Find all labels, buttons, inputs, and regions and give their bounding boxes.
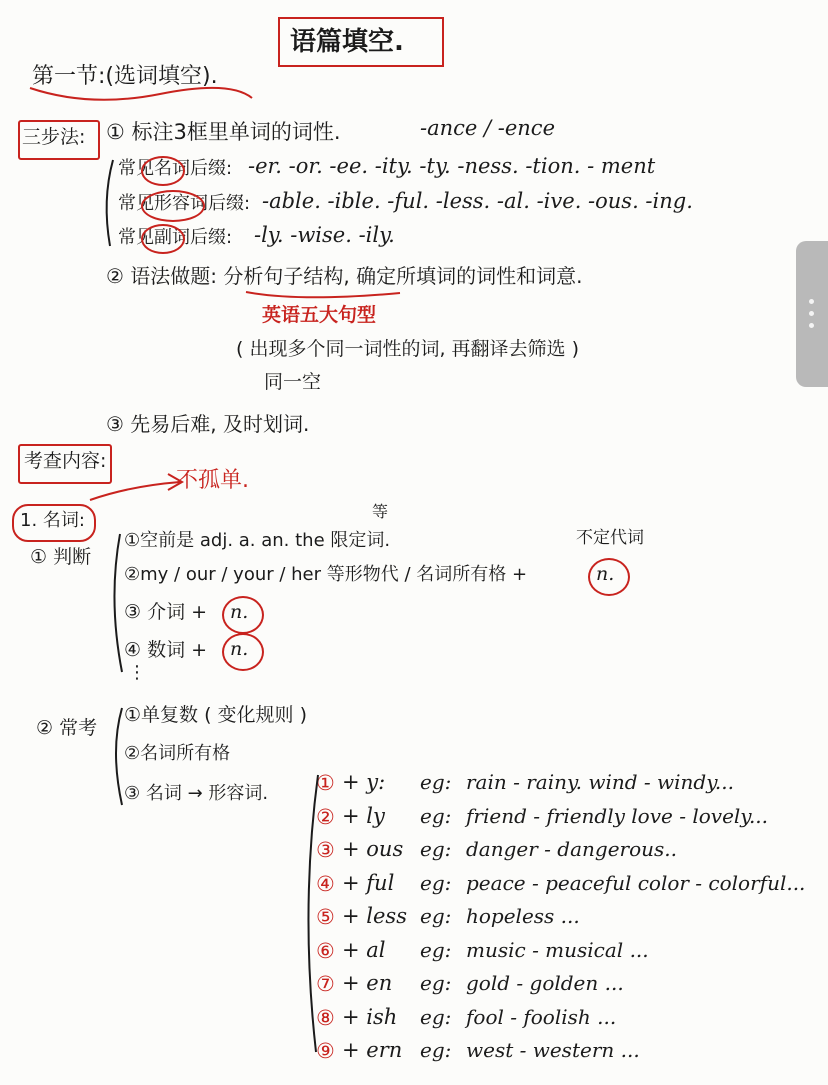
adj-form-eg: eg:: [420, 770, 452, 794]
adj-form-eg: eg:: [420, 904, 452, 928]
adj-form-suffix: + ly: [342, 804, 385, 828]
section-underline: [30, 88, 252, 100]
adj-form-number: ①: [316, 771, 335, 795]
adj-form-number: ⑧: [316, 1006, 335, 1030]
common-brace: [116, 708, 122, 805]
adj-brace: [308, 775, 318, 1052]
adj-form-suffix: + ish: [342, 1005, 398, 1029]
adj-suffix-label: 常见形容词后缀:: [118, 193, 251, 214]
adj-form-suffix: + ful: [342, 871, 395, 895]
five-sentence-patterns: 英语五大句型: [262, 304, 377, 326]
adj-form-eg: eg:: [420, 971, 452, 995]
adj-form-example: music - musical ...: [466, 938, 649, 962]
noun-suffix-label: 常见名词后缀:: [118, 158, 233, 179]
content-label: 考查内容:: [24, 450, 107, 472]
adj-form-suffix: + less: [342, 904, 407, 928]
adj-form-number: ⑤: [316, 905, 335, 929]
suffix-brace: [107, 160, 113, 246]
adj-form-example: rain - rainy. wind - windy...: [466, 770, 734, 794]
common-item-1: ①单复数 ( 变化规则 ): [124, 704, 307, 726]
three-steps-label: 三步法:: [22, 126, 86, 148]
judge-brace: [114, 534, 122, 672]
adj-form-eg: eg:: [420, 871, 452, 895]
n-mark-3: n.: [230, 638, 249, 660]
noun-rule-1: ①空前是 adj. a. an. the 限定词.: [124, 530, 391, 551]
adj-form-eg: eg:: [420, 804, 452, 828]
noun-label: 1. 名词:: [20, 510, 85, 531]
adj-form-number: ④: [316, 872, 335, 896]
common-item-3: ③ 名词 → 形容词.: [124, 783, 269, 804]
adv-suffixes: -ly. -wise. -ily.: [254, 223, 395, 247]
adj-form-eg: eg:: [420, 1005, 452, 1029]
page-title: 语篇填空.: [290, 27, 404, 57]
handle-dot: [809, 323, 814, 328]
adj-form-number: ③: [316, 838, 335, 862]
adj-form-example: friend - friendly love - lovely...: [466, 804, 769, 828]
adj-form-number: ②: [316, 805, 335, 829]
n-mark-1: n.: [596, 563, 615, 585]
adj-form-eg: eg:: [420, 1038, 452, 1062]
noun-suffixes: -er. -or. -ee. -ity. -ty. -ness. -tion. - ment: [248, 154, 656, 178]
adj-form-number: ⑨: [316, 1039, 335, 1063]
adj-form-eg: eg:: [420, 938, 452, 962]
step-2: ② 语法做题: 分析句子结构, 确定所填词的词性和词意.: [106, 264, 583, 288]
section-1-heading: 第一节:(选词填空).: [32, 64, 218, 89]
n-mark-2: n.: [230, 601, 249, 623]
adj-form-example: west - western ...: [466, 1038, 640, 1062]
adj-form-suffix: + y:: [342, 770, 386, 794]
step-3: ③ 先易后难, 及时划词.: [106, 412, 310, 436]
judge-label: ① 判断: [30, 546, 92, 568]
step-1-note: -ance / -ence: [420, 116, 555, 140]
handle-dot: [809, 299, 814, 304]
adv-suffix-label: 常见副词后缀:: [118, 227, 233, 248]
adj-form-example: gold - golden ...: [466, 971, 624, 995]
step-2-sub: 同一空: [264, 371, 322, 393]
step-2-parenthetical: ( 出现多个同一词性的词, 再翻译去筛选 ): [236, 338, 579, 360]
noun-rule-4: ④ 数词 +: [124, 639, 208, 661]
adj-form-suffix: + al: [342, 938, 386, 962]
adj-form-suffix: + en: [342, 971, 393, 995]
adj-form-example: peace - peaceful color - colorful...: [466, 871, 806, 895]
handle-dot: [809, 311, 814, 316]
not-alone-note: 不孤单.: [176, 468, 249, 493]
indefinite-pronoun-note: 不定代词: [576, 528, 644, 548]
adj-form-example: hopeless ...: [466, 904, 580, 928]
adj-form-suffix: + ous: [342, 837, 404, 861]
adj-form-number: ⑥: [316, 939, 335, 963]
noun-rule-3: ③ 介词 +: [124, 601, 208, 623]
noun-rule-2: ②my / our / your / her 等形物代 / 名词所有格 +: [124, 564, 528, 585]
common-item-2: ②名词所有格: [124, 743, 231, 764]
adj-form-eg: eg:: [420, 837, 452, 861]
zeng-note: 等: [372, 502, 389, 521]
step2-underline: [246, 292, 400, 297]
adj-form-suffix: + ern: [342, 1038, 403, 1062]
step-1: ① 标注3框里单词的词性.: [106, 120, 341, 144]
noun-rule-more: ⋮: [128, 662, 146, 683]
adj-form-example: danger - dangerous..: [466, 837, 677, 861]
adj-form-number: ⑦: [316, 972, 335, 996]
side-handle[interactable]: [796, 241, 828, 387]
adj-suffixes: -able. -ible. -ful. -less. -al. -ive. -ous. -ing.: [262, 189, 693, 213]
content-arrow: [90, 482, 180, 500]
common-label: ② 常考: [36, 717, 98, 739]
adj-form-example: fool - foolish ...: [466, 1005, 617, 1029]
